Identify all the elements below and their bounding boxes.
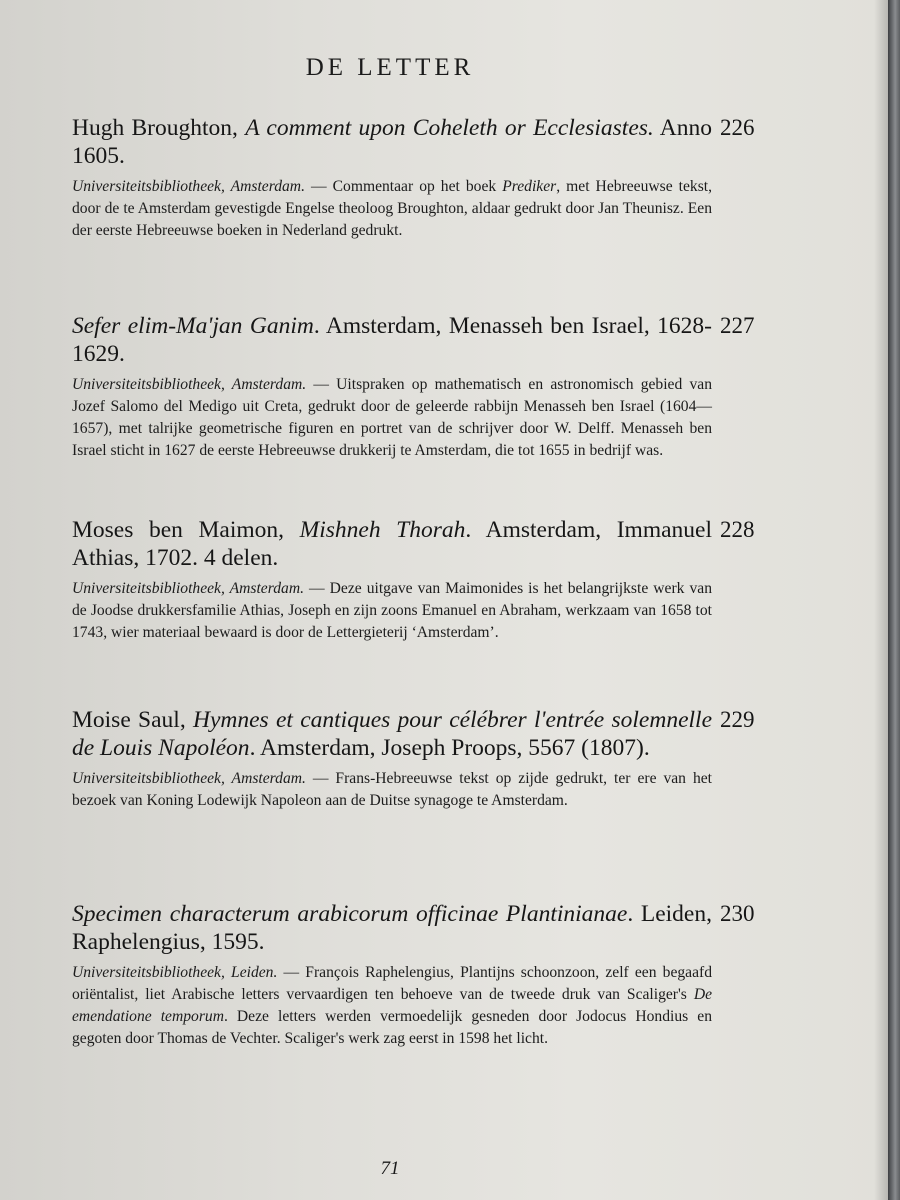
entry-heading: [72, 516, 712, 572]
catalogue-entry: [72, 706, 755, 812]
heading-imprint: . Amsterdam, Immanuel Athias, 1702. 4 delen.: [72, 517, 712, 571]
entry-library: Universiteitsbibliotheek, Leiden.: [72, 964, 278, 981]
entry-heading: [72, 114, 712, 170]
heading-imprint: . Amsterdam, Menasseh ben Israel, 1628-1629.: [72, 313, 713, 367]
entry-library: Universiteitsbibliotheek, Amsterdam.: [72, 770, 306, 787]
heading-imprint: Anno 1605.: [72, 115, 712, 169]
description-italic: Prediker: [502, 178, 557, 195]
heading-author: Hugh Broughton,: [72, 115, 246, 141]
entry-number: 226: [720, 115, 755, 140]
entry-library: Universiteitsbibliotheek, Amsterdam.: [72, 376, 307, 393]
description-text: — François Raphelengius, Plantijns schoonzoon, zelf een begaafd oriëntalist, liet Arabische letters vervaardigen ten behoeve van de tweede druk van Scaliger's: [72, 964, 713, 1003]
heading-title: A comment upon Coheleth or Ecclesiastes.: [245, 115, 654, 141]
entry-description: [72, 578, 712, 644]
entry-number: 230: [720, 901, 755, 926]
description-text: — Uitspraken op mathematisch en astronomisch gebied van Jozef Salomo del Medigo uit Creta, gedrukt door de geleerde rabbijn Menasseh ben Israel (1604—1657), met talrijke geometrische figuren en portret van de schrijver door W. Delff. Menasseh ben Israel sticht in 1627 de eerste Hebreeuwse drukkerij te Amsterdam, die tot 1655 in bedrijf was.: [72, 376, 712, 459]
heading-imprint: . Leiden, Raphelengius, 1595.: [72, 901, 712, 955]
page-edge: [888, 0, 900, 1200]
catalogue-entry: [72, 900, 755, 1050]
entry-description: [72, 374, 712, 462]
heading-title: Mishneh Thorah: [299, 517, 466, 543]
description-text-end: . Deze letters werden vermoedelijk gesneden door Jodocus Hondius en gegoten door Thomas de Vechter. Scaliger's werk zag eerst in 1598 het licht.: [72, 1008, 712, 1047]
description-text: — Frans-Hebreeuwse tekst op zijde gedrukt, ter ere van het bezoek van Koning Lodewijk Napoleon aan de Duitse synagoge te Amsterdam.: [72, 770, 712, 809]
heading-imprint: . Amsterdam, Joseph Proops, 5567 (1807).: [249, 735, 650, 761]
entry-heading: [72, 900, 712, 956]
heading-author: Moise Saul,: [72, 707, 193, 733]
description-text: — Commentaar op het boek: [304, 178, 503, 195]
heading-author: Moses ben Maimon,: [72, 517, 300, 543]
entry-heading: [72, 312, 712, 368]
entry-description: [72, 176, 712, 242]
catalogue-entry: [72, 516, 755, 644]
heading-title: Hymnes et cantiques pour célébrer l'entrée solemnelle de Louis Napoléon: [72, 707, 712, 761]
heading-title: Specimen characterum arabicorum officinae Plantinianae: [72, 901, 628, 927]
entry-library: Universiteitsbibliotheek, Amsterdam.: [72, 580, 304, 597]
page-number: 71: [380, 1158, 400, 1179]
entry-description: [72, 768, 712, 812]
entry-number: 229: [720, 707, 755, 732]
description-text: — Deze uitgave van Maimonides is het belangrijkste werk van de Joodse drukkersfamilie Athias, Joseph en zijn zoons Emanuel en Abraham, werkzaam van 1658 tot 1743, wier materiaal bewaard is door de Lettergieterij ‘Amsterdam’.: [72, 580, 712, 641]
entry-number: 227: [720, 313, 755, 338]
description-text-end: , met Hebreeuwse tekst, door de te Amsterdam gevestigde Engelse theoloog Broughton, aldaar gedrukt door Jan Theunisz. Een der eerste Hebreeuwse boeken in Nederland gedrukt.: [72, 178, 712, 239]
catalogue-entry: [72, 114, 755, 242]
entry-heading: [72, 706, 712, 762]
entry-description: [72, 962, 712, 1050]
entry-number: 228: [720, 517, 755, 542]
heading-title: Sefer elim-Ma'jan Ganim: [72, 313, 314, 339]
description-italic: De emendatione temporum: [72, 986, 712, 1025]
entry-library: Universiteitsbibliotheek, Amsterdam.: [72, 178, 305, 195]
running-head: DE LETTER: [305, 54, 475, 81]
catalogue-entry: [72, 312, 755, 462]
